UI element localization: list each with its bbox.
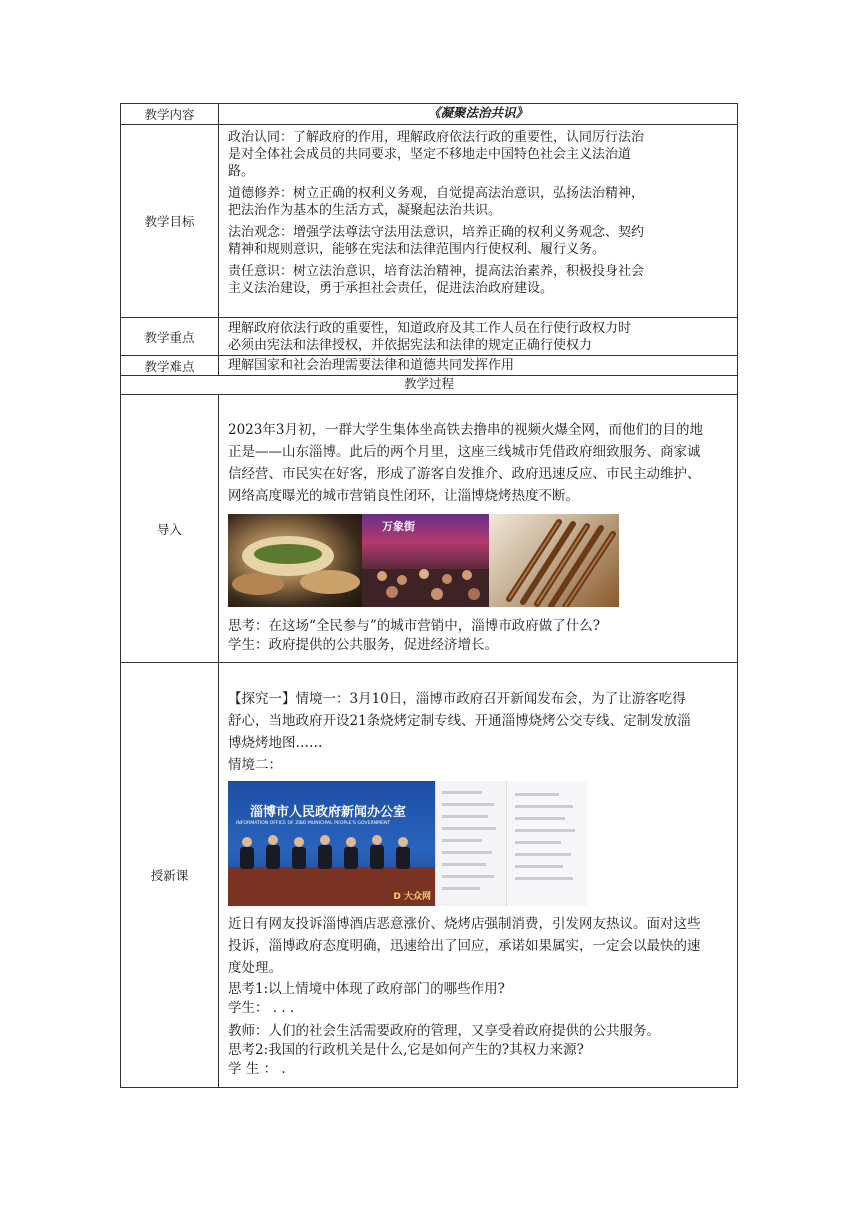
goal-political: 政治认同：了解政府的作用，理解政府依法行政的重要性，认同厉行法治 是对全体社会成员的共同要求，坚定不移地走中国特色社会主义法治道 路。 — [228, 130, 645, 179]
photo-skewers — [489, 514, 619, 607]
teacher-1: 教师：人们的社会生活需要政府的管理，又享受着政府提供的公共服务。 — [228, 1023, 660, 1039]
row-difficulty — [121, 356, 738, 376]
photo-bbq-wraps — [228, 514, 362, 607]
photo-chat-screenshot-1 — [435, 781, 506, 906]
think-1: 思考1:以上情境中体现了政府部门的哪些作用? — [228, 981, 505, 997]
newlesson-cell: 【探究一】情境一：3月10日，淄博市政府召开新闻发布会，为了让游客吃得 舒心，当地政府开设21条烧烤定制专线、开通淄博烧烤公交专线、定制发放淄 博烧烤地图…… 情境二： 淄博市人民政府新闻办公室 INFORMATION OFFICE OF ZIBO MUNICIPAL PEOPLE'S GOVERNMENT D 大众网 近日有网友投诉淄博酒店恶意涨价、烧烤店强制消费，引发网友热议。面对这些 投诉，淄博政府态度明确，迅速给出了回应，承诺如果属实，一定会以最快的速 度处理。 思考1:以上情境中体现了政府部门的哪些作用? 学生： . . . 教师：人们的社会生活需要政府的管理，又享受着政府提供的公共服务。 思考2:我国的行政机关是什么,它是如何产生的?其权力来源? 学 生 ： . — [219, 663, 738, 1088]
row-newlesson — [121, 663, 738, 1088]
newlesson-photos — [228, 781, 733, 906]
goal-moral: 道德修养：树立正确的权利义务观，自觉提高法治意识，弘扬法治精神， 把法治作为基本的生活方式，凝聚起法治共识。 — [228, 186, 645, 218]
goal-responsibility: 责任意识：树立法治意识，培育法治精神，提高法治素养，积极投身社会 主义法治建设，勇于承担社会责任，促进法治政府建设。 — [228, 264, 645, 296]
goals-cell — [219, 125, 738, 318]
think-2: 思考2:我国的行政机关是什么,它是如何产生的?其权力来源? — [228, 1042, 584, 1058]
process-heading: 教学过程 — [121, 376, 738, 395]
key-cell: 理解政府依法行政的重要性，知道政府及其工作人员在行使行政权力时 必须由宪法和法律授权，并依据宪法和法律的规定正确行使权力 — [219, 318, 738, 356]
lesson-plan-table — [120, 103, 738, 1088]
label-newlesson: 授新课 — [121, 663, 219, 1088]
press-banner-en: INFORMATION OFFICE OF ZIBO MUNICIPAL PEOPLE'S GOVERNMENT — [236, 821, 391, 826]
intro-student: 学生：政府提供的公共服务，促进经济增长。 — [228, 637, 498, 653]
intro-photos — [228, 514, 733, 607]
photo-chat-screenshot-2 — [506, 781, 587, 906]
label-content: 教学内容 — [121, 104, 219, 125]
student-1: 学生： . . . — [228, 1000, 295, 1016]
lesson-title: 《凝聚法治共识》 — [219, 104, 738, 125]
intro-think: 思考：在这场“全民参与”的城市营销中，淄博市政府做了什么? — [228, 618, 601, 634]
label-intro: 导入 — [121, 395, 219, 663]
row-goals — [121, 125, 738, 318]
photo-press-conference — [228, 781, 435, 906]
intro-cell: 2023年3月初，一群大学生集体坐高铁去撸串的视频火爆全网，而他们的目的地 正是——山东淄博。此后的两个月里，这座三线城市凭借政府细致服务、商家诚 信经营、市民实在好客，形成了游客自发推介、政府迅速反应、市民主动维护、 网络高度曝光的城市营销良性闭环，让淄博烧烤热度不断。 万象街 思考：在这场“全民参与”的城市营销中，淄博市政府做了什么? 学生：政府提供的公共服务，促进经济增长。 — [219, 395, 738, 663]
photo-bbq-crowd — [362, 514, 489, 607]
row-process — [121, 376, 738, 395]
label-key: 教学重点 — [121, 318, 219, 356]
news-logo: D 大众网 — [393, 892, 431, 902]
row-key — [121, 318, 738, 356]
difficulty-cell: 理解国家和社会治理需要法律和道德共同发挥作用 — [219, 356, 738, 376]
row-intro — [121, 395, 738, 663]
label-goals: 教学目标 — [121, 125, 219, 318]
row-content — [121, 104, 738, 125]
label-difficulty: 教学难点 — [121, 356, 219, 376]
student-2: 学 生 ： . — [228, 1061, 286, 1077]
photo-sign-text: 万象街 — [382, 520, 415, 533]
press-banner-text: 淄博市人民政府新闻办公室 — [250, 805, 407, 820]
goal-law: 法治观念：增强学法尊法守法用法意识，培养正确的权利义务观念、契约 精神和规则意识，能够在宪法和法律范围内行使权利、履行义务。 — [228, 225, 645, 257]
